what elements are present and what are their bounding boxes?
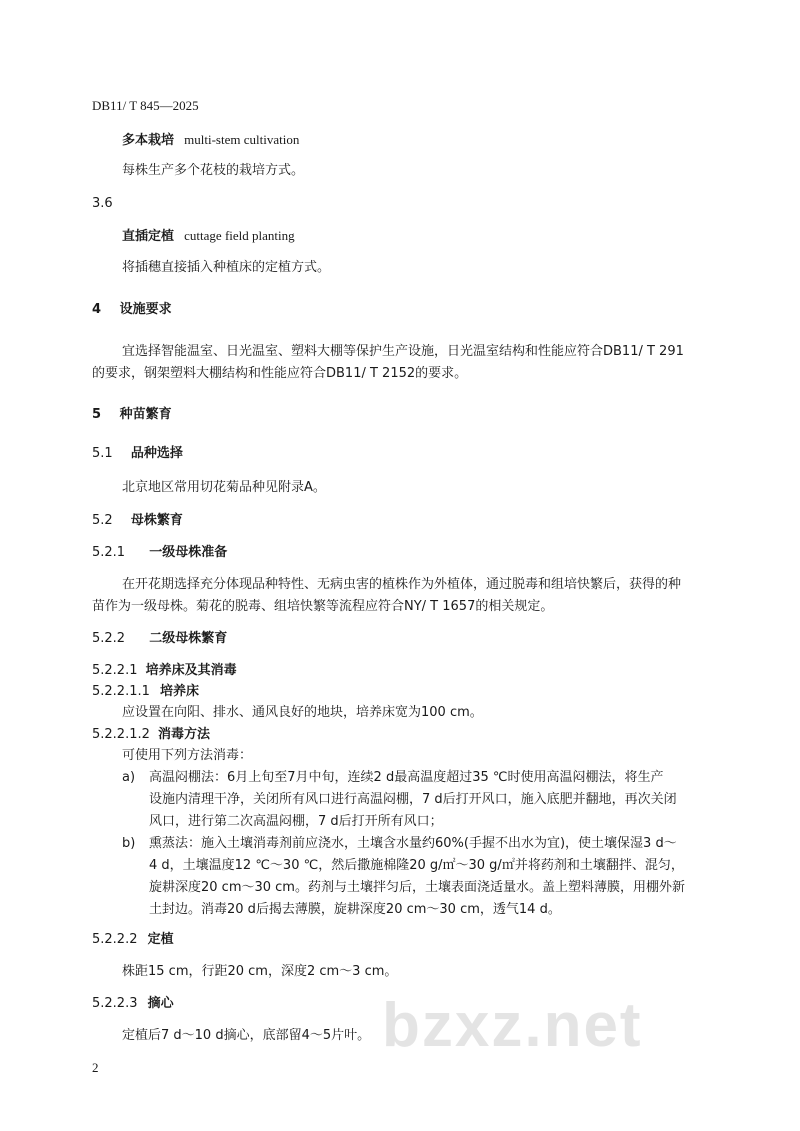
section-number: 5.2 [92, 513, 113, 528]
section-number: 5.2.2.1.2 [92, 727, 150, 742]
term-definition: 将插穗直接插入种植床的定植方式。 [122, 260, 331, 275]
term-zh: 多本栽培 [122, 133, 175, 148]
list-marker: a) [122, 770, 136, 785]
doc-number: DB11/ T 845—2025 [92, 98, 199, 113]
section-heading-5-1 [92, 446, 183, 462]
paragraph: 应设置在向阳、排水、通风良好的地块，培养床宽为100 cm。 [122, 705, 483, 720]
section-number: 5.2.2.1.1 [92, 684, 150, 699]
term-en: multi-stem cultivation [184, 132, 300, 147]
section-number: 3.6 [92, 196, 113, 211]
section-title: 母株繁育 [130, 513, 183, 528]
section-number: 5.2.2.1 [92, 663, 138, 678]
list-item-line: 高温闷棚法：6月上旬至7月中旬，连续2 d最高温度超过35 ℃时使用高温闷棚法，将生产 [149, 770, 664, 785]
paragraph: 定植后7 d～10 d摘心，底部留4～5片叶。 [122, 1028, 371, 1043]
term-entry-3-6 [122, 228, 295, 245]
section-heading-5-2-2-1-1 [92, 684, 199, 700]
paragraph: 北京地区常用切花菊品种见附录A。 [122, 480, 326, 495]
section-heading-5-2-2-3 [92, 996, 174, 1012]
section-title: 培养床及其消毒 [145, 663, 237, 678]
section-number: 5.2.2 [92, 631, 126, 646]
section-heading-5-2-1 [92, 545, 227, 561]
section-heading-5-2-2-1-2 [92, 727, 210, 743]
section-number: 5.2.2.3 [92, 996, 138, 1011]
section-heading-5-2 [92, 513, 183, 529]
list-item-line: 熏蒸法：施入土壤消毒剂前应浇水，土壤含水量约60%(手握不出水为宜)，使土壤保湿3 d～ [149, 836, 677, 851]
list-item-line: 风口，进行第二次高温闷棚，7 d后打开所有风口； [149, 814, 443, 829]
list-item-line: 4 d，土壤温度12 ℃～30 ℃，然后撒施棉隆20 g/㎡～30 g/㎡并将药剂和土壤翻拌、混匀， [149, 858, 684, 873]
section-heading-5-2-2-2 [92, 932, 174, 948]
term-definition: 每株生产多个花枝的栽培方式。 [122, 163, 305, 178]
section-title: 二级母株繁育 [149, 631, 228, 646]
section-title: 摘心 [147, 996, 174, 1011]
term-en: cuttage field planting [184, 228, 295, 243]
section-title: 设施要求 [119, 302, 172, 317]
paragraph-line: 的要求，钢架塑料大棚结构和性能应符合DB11/ T 2152的要求。 [92, 366, 468, 381]
section-heading-5 [92, 407, 172, 423]
section-title: 消毒方法 [158, 727, 211, 742]
paragraph: 株距15 cm，行距20 cm，深度2 cm～3 cm。 [122, 964, 398, 979]
section-title: 种苗繁育 [119, 407, 172, 422]
paragraph: 可使用下列方法消毒： [122, 748, 253, 763]
section-number: 4 [92, 302, 102, 317]
watermark: bzxz.net [382, 991, 643, 1060]
section-title: 品种选择 [130, 446, 183, 461]
list-item-line: 土封边。消毒20 d后揭去薄膜，旋耕深度20 cm～30 cm，透气14 d。 [149, 902, 561, 917]
section-number: 5 [92, 407, 102, 422]
section-title: 定植 [147, 932, 174, 947]
section-number: 5.2.2.2 [92, 932, 138, 947]
section-heading-5-2-2 [92, 631, 227, 647]
term-zh: 直插定植 [122, 229, 175, 244]
page-number: 2 [92, 1060, 99, 1075]
section-heading-5-2-2-1 [92, 663, 237, 679]
list-marker: b) [122, 836, 136, 851]
list-item-line: 设施内清理干净，关闭所有风口进行高温闷棚，7 d后打开风口，施入底肥并翻地，再次关闭 [149, 792, 677, 807]
section-heading-4 [92, 302, 172, 318]
section-number: 5.2.1 [92, 545, 126, 560]
section-title: 培养床 [160, 684, 200, 699]
section-title: 一级母株准备 [149, 545, 228, 560]
section-number: 5.1 [92, 446, 113, 461]
paragraph-line: 苗作为一级母株。菊花的脱毒、组培快繁等流程应符合NY/ T 1657的相关规定。 [92, 599, 554, 614]
paragraph-line: 宜选择智能温室、日光温室、塑料大棚等保护生产设施，日光温室结构和性能应符合DB11/ T 291 [122, 344, 684, 359]
paragraph-line: 在开花期选择充分体现品种特性、无病虫害的植株作为外植体，通过脱毒和组培快繁后，获得的种 [122, 577, 682, 592]
term-entry-3-5 [122, 132, 299, 149]
list-item-line: 旋耕深度20 cm～30 cm。药剂与土壤拌匀后，土壤表面浇适量水。盖上塑料薄膜，用棚外新 [149, 880, 685, 895]
